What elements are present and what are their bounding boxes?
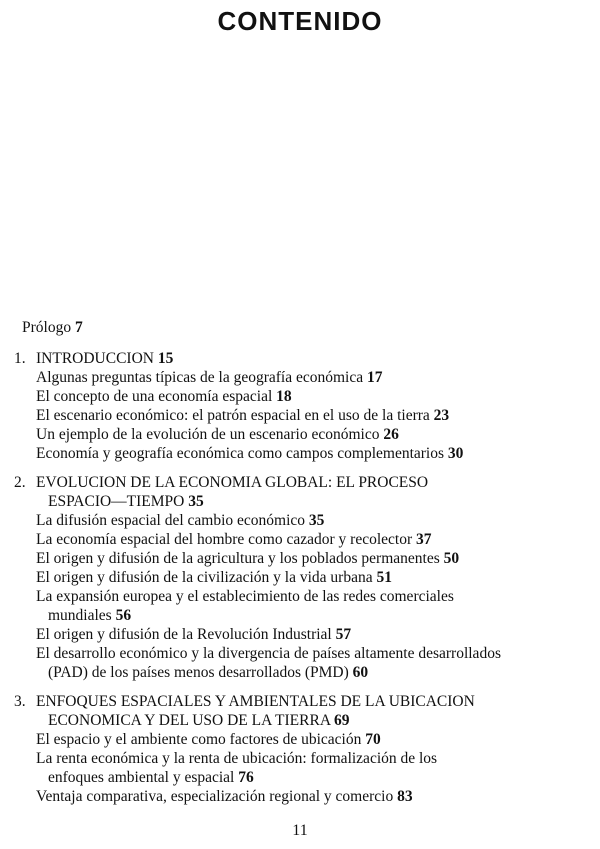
- toc-entry[interactable]: [36, 444, 594, 463]
- entry-text: El escenario económico: el patrón espacial en el uso de la tierra: [36, 407, 430, 424]
- chapter-heading[interactable]: [14, 473, 594, 511]
- chapter-page: 35: [188, 493, 204, 510]
- toc-entry[interactable]: [36, 749, 594, 787]
- toc-entry[interactable]: [36, 549, 594, 568]
- entry-page: 60: [352, 664, 369, 681]
- chapter-heading[interactable]: [14, 692, 594, 730]
- entry-continuation: enfoques ambiental y espacial: [48, 769, 235, 786]
- entry-page: 83: [397, 788, 413, 805]
- entry-text: Economía y geografía económica como campos complementarios: [36, 445, 445, 462]
- toc-chapter: [14, 349, 594, 463]
- toc-entry[interactable]: [36, 787, 594, 806]
- chapter-number: 1.: [14, 350, 26, 367]
- entry-text: La renta económica y la renta de ubicación: formalización de los: [36, 750, 438, 767]
- page-title: CONTENIDO: [217, 6, 383, 36]
- table-of-contents: [14, 318, 594, 816]
- page-number: 11: [292, 822, 308, 839]
- entry-text: La economía espacial del hombre como cazador y recolector: [36, 531, 413, 548]
- chapter-title-continued: ESPACIO—TIEMPO: [48, 493, 185, 510]
- entry-text: El espacio y el ambiente como factores de ubicación: [36, 731, 362, 748]
- entry-text: El origen y difusión de la Revolución Industrial: [36, 626, 332, 643]
- entry-text-continued: [36, 606, 594, 625]
- chapter-entries: [14, 368, 594, 463]
- chapter-number: 2.: [14, 474, 26, 491]
- entry-text: Ventaja comparativa, especialización regional y comercio: [36, 788, 394, 805]
- toc-entry[interactable]: [36, 368, 594, 387]
- entry-page: 70: [365, 731, 381, 748]
- entry-text: El desarrollo económico y la divergencia de países altamente desarrollados: [36, 645, 501, 662]
- entry-page: 26: [383, 426, 399, 443]
- chapter-page: 15: [157, 350, 174, 367]
- entry-page: 51: [376, 569, 392, 586]
- chapter-title: ENFOQUES ESPACIALES Y AMBIENTALES DE LA UBICACION: [36, 693, 475, 710]
- entry-page: 23: [433, 407, 450, 424]
- entry-text-continued: [36, 663, 594, 682]
- chapter-list: [14, 349, 594, 806]
- toc-entry[interactable]: [36, 625, 594, 644]
- entry-page: 18: [276, 388, 292, 405]
- chapter-page: 69: [334, 712, 350, 729]
- toc-entry[interactable]: [36, 425, 594, 444]
- entry-page: 57: [335, 626, 352, 643]
- entry-page: 50: [443, 550, 460, 567]
- chapter-number: 3.: [14, 693, 26, 710]
- toc-entry[interactable]: [36, 530, 594, 549]
- entry-text: Un ejemplo de la evolución de un escenario económico: [36, 426, 380, 443]
- toc-entry[interactable]: [36, 730, 594, 749]
- toc-entry[interactable]: [36, 387, 594, 406]
- entry-continuation: mundiales: [48, 607, 112, 624]
- toc-chapter: [14, 692, 594, 806]
- chapter-heading[interactable]: [14, 349, 594, 368]
- entry-page: 17: [366, 369, 383, 386]
- entry-text: La expansión europea y el establecimiento de las redes comerciales: [36, 588, 454, 605]
- chapter-title-continued: ECONOMICA Y DEL USO DE LA TIERRA: [48, 712, 331, 729]
- toc-entry[interactable]: [36, 406, 594, 425]
- toc-entry[interactable]: [36, 587, 594, 625]
- entry-text: La difusión espacial del cambio económico: [36, 512, 306, 529]
- toc-prologue[interactable]: [22, 318, 594, 337]
- entry-page: 76: [238, 769, 254, 786]
- chapter-entries: [14, 511, 594, 682]
- chapter-title: EVOLUCION DE LA ECONOMIA GLOBAL: EL PROCESO: [36, 474, 429, 491]
- toc-entry[interactable]: [36, 644, 594, 682]
- entry-text: El origen y difusión de la civilización y la vida urbana: [36, 569, 373, 586]
- entry-continuation: (PAD) de los países menos desarrollados (PMD): [48, 664, 349, 681]
- entry-page: 56: [115, 607, 132, 624]
- prologue-label: Prólogo: [22, 319, 72, 336]
- entry-text: El origen y difusión de la agricultura y los poblados permanentes: [36, 550, 440, 567]
- chapter-title: INTRODUCCION: [36, 350, 154, 367]
- entry-text-continued: [36, 768, 594, 787]
- toc-entry[interactable]: [36, 511, 594, 530]
- toc-chapter: [14, 473, 594, 682]
- chapter-entries: [14, 730, 594, 806]
- toc-entry[interactable]: [36, 568, 594, 587]
- prologue-page: 7: [74, 319, 83, 336]
- entry-text: Algunas preguntas típicas de la geografía económica: [36, 369, 364, 386]
- entry-page: 35: [308, 512, 325, 529]
- entry-page: 30: [447, 445, 464, 462]
- entry-page: 37: [416, 531, 432, 548]
- entry-text: El concepto de una economía espacial: [36, 388, 273, 405]
